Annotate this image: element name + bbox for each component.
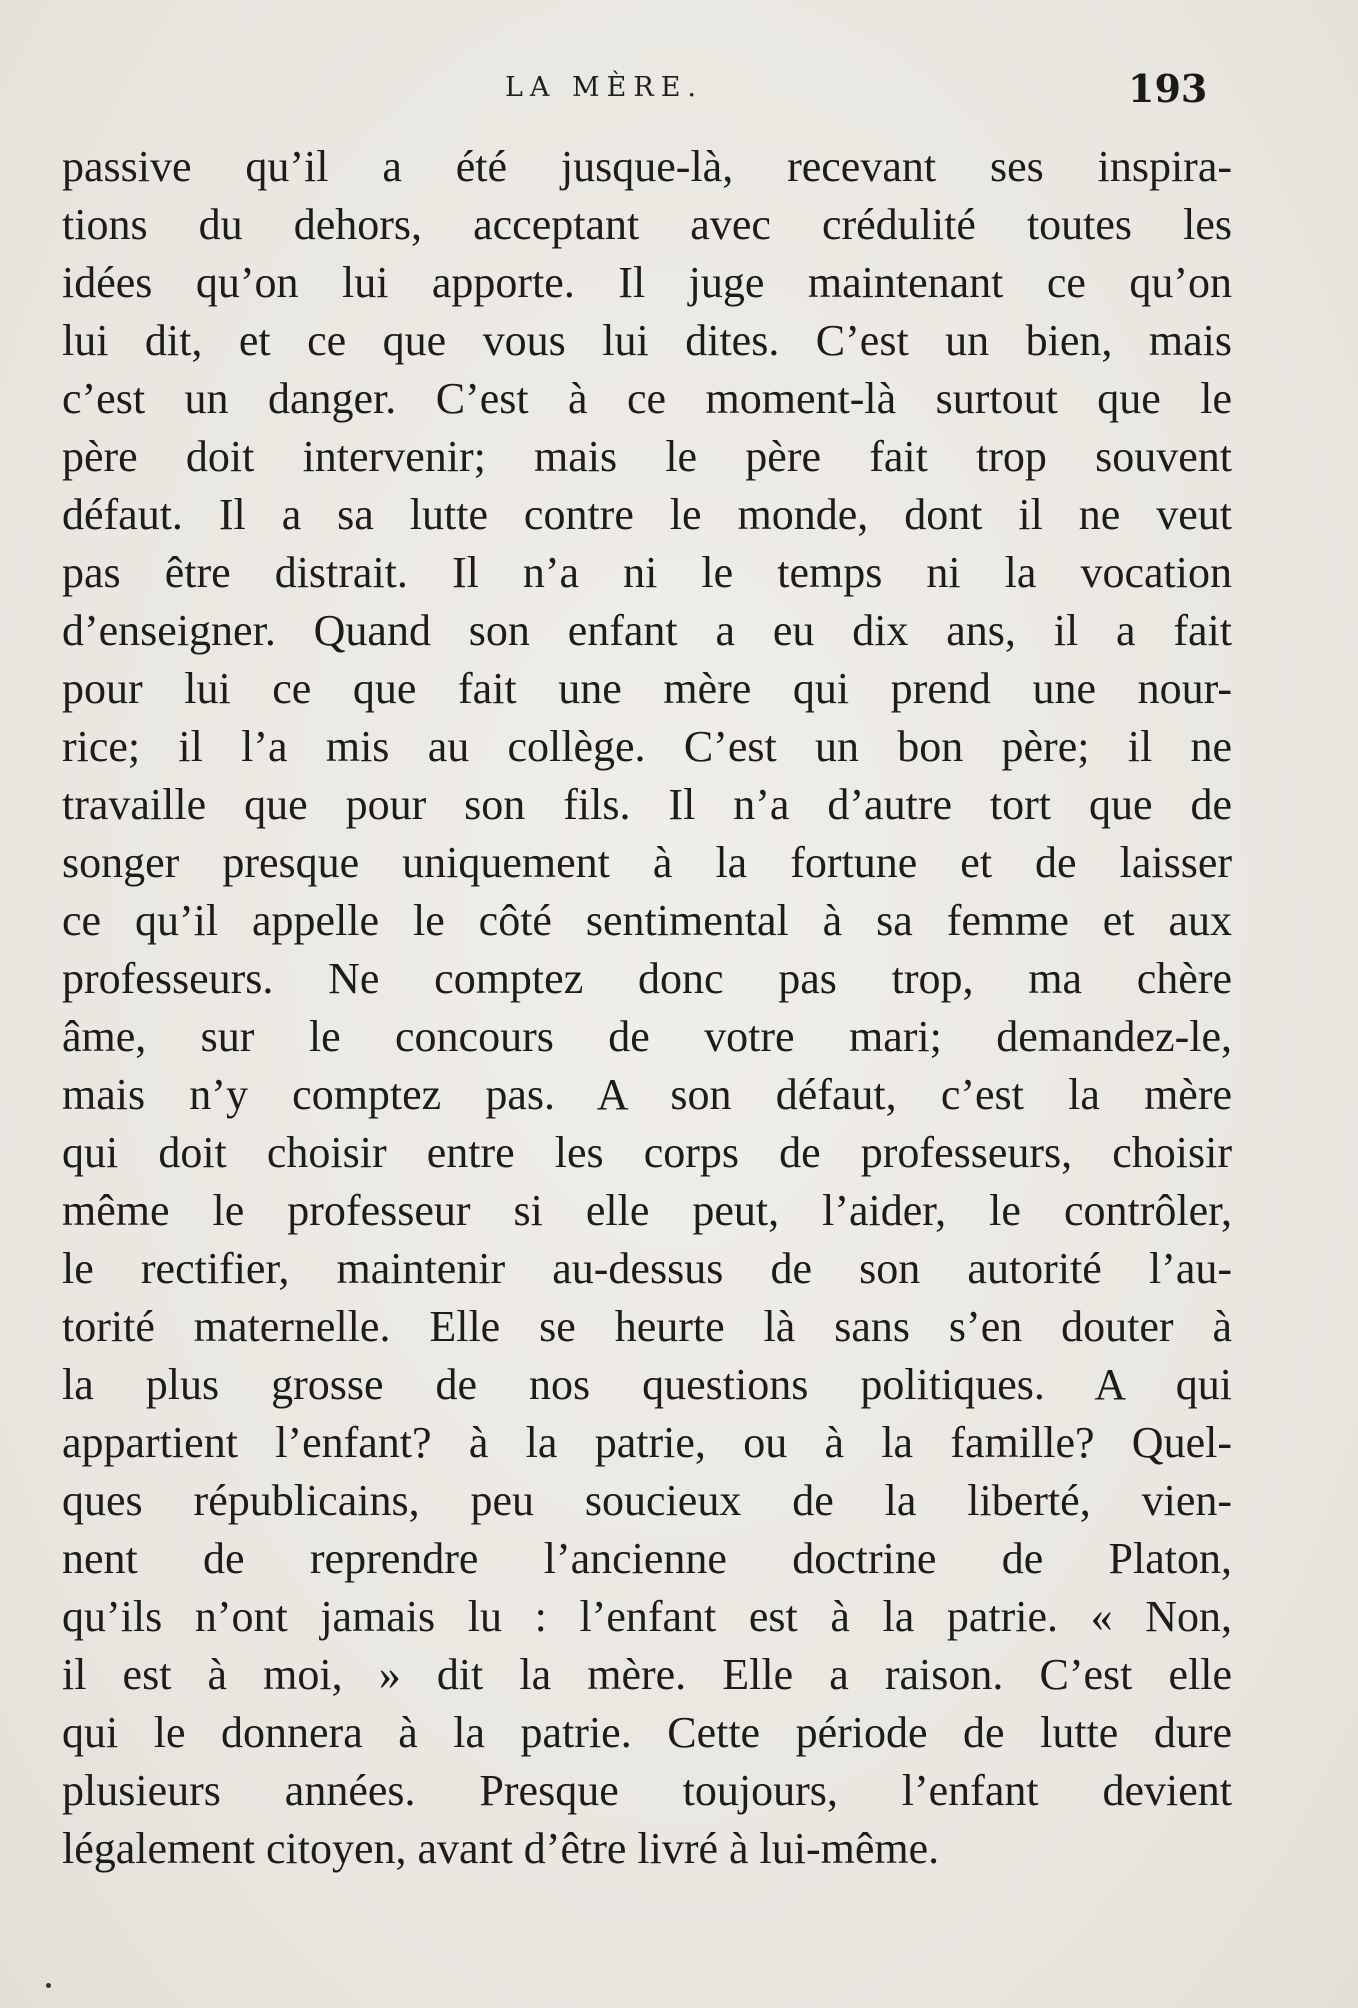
text-line: pour lui ce que fait une mère qui prend une nour- xyxy=(62,664,1232,713)
page-number: 193 xyxy=(1128,66,1208,111)
text-line: âme, sur le concours de votre mari; demandez-le, xyxy=(62,1012,1232,1061)
text-line: même le professeur si elle peut, l’aider, le contrôler, xyxy=(62,1186,1232,1235)
text-line: professeurs. Ne comptez donc pas trop, ma chère xyxy=(62,954,1232,1003)
text-line: c’est un danger. C’est à ce moment-là surtout que le xyxy=(62,374,1232,423)
text-line: ce qu’il appelle le côté sentimental à sa femme et aux xyxy=(62,896,1232,945)
text-line: ques républicains, peu soucieux de la liberté, vien- xyxy=(62,1476,1232,1525)
text-line: mais n’y comptez pas. A son défaut, c’est la mère xyxy=(62,1070,1232,1119)
text-line: qui le donnera à la patrie. Cette période de lutte dure xyxy=(62,1708,1232,1757)
text-line: passive qu’il a été jusque-là, recevant ses inspira- xyxy=(62,142,1232,191)
text-line: d’enseigner. Quand son enfant a eu dix ans, il a fait xyxy=(62,606,1232,655)
text-line: la plus grosse de nos questions politiques. A qui xyxy=(62,1360,1232,1409)
running-head xyxy=(0,66,1358,116)
text-line: songer presque uniquement à la fortune et de laisser xyxy=(62,838,1232,887)
running-title: LA MÈRE. xyxy=(505,72,703,103)
text-line: lui dit, et ce que vous lui dites. C’est un bien, mais xyxy=(62,316,1232,365)
text-line: il est à moi, » dit la mère. Elle a raison. C’est elle xyxy=(62,1650,1232,1699)
text-line: qu’ils n’ont jamais lu : l’enfant est à la patrie. « Non, xyxy=(62,1592,1232,1641)
text-line: qui doit choisir entre les corps de professeurs, choisir xyxy=(62,1128,1232,1177)
text-line: le rectifier, maintenir au-dessus de son autorité l’au- xyxy=(62,1244,1232,1293)
text-line: torité maternelle. Elle se heurte là sans s’en douter à xyxy=(62,1302,1232,1351)
body-text xyxy=(62,138,1232,1878)
text-line: légalement citoyen, avant d’être livré à lui-même. xyxy=(62,1824,940,1873)
text-line: rice; il l’a mis au collège. C’est un bon père; il ne xyxy=(62,722,1232,771)
text-line: défaut. Il a sa lutte contre le monde, dont il ne veut xyxy=(62,490,1232,539)
text-line: plusieurs années. Presque toujours, l’enfant devient xyxy=(62,1766,1232,1815)
text-line: nent de reprendre l’ancienne doctrine de Platon, xyxy=(62,1534,1232,1583)
text-line: appartient l’enfant? à la patrie, ou à la famille? Quel- xyxy=(62,1418,1232,1467)
text-line: tions du dehors, acceptant avec crédulité toutes les xyxy=(62,200,1232,249)
text-line: pas être distrait. Il n’a ni le temps ni la vocation xyxy=(62,548,1232,597)
text-line: père doit intervenir; mais le père fait trop souvent xyxy=(62,432,1232,481)
text-line: idées qu’on lui apporte. Il juge maintenant ce qu’on xyxy=(62,258,1232,307)
paper-speck xyxy=(46,1983,51,1988)
text-line: travaille que pour son fils. Il n’a d’autre tort que de xyxy=(62,780,1232,829)
